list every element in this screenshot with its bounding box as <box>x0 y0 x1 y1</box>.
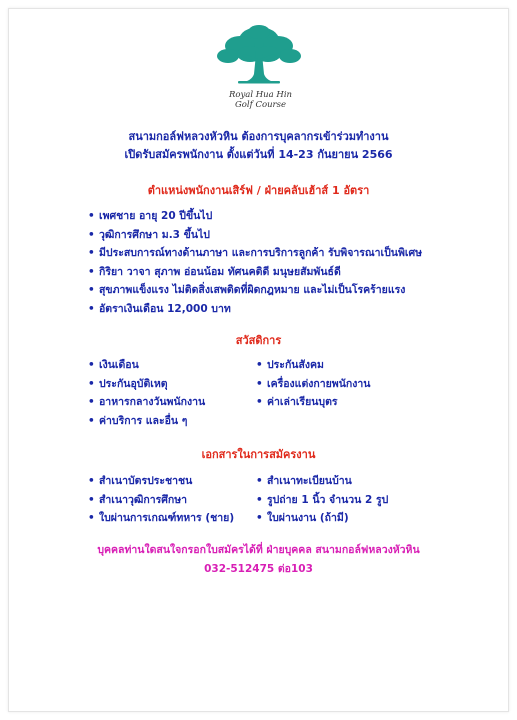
heading-line-2: เปิดรับสมัครพนักงาน ตั้งแต่วันที่ 14-23 กันยายน 2566 <box>124 148 393 161</box>
list-item: • ประกันอุบัติเหตุ <box>88 375 205 394</box>
list-item: • สุขภาพแข็งแรง ไม่ติดสิ่งเสพติดที่ผิดกฎหมาย และไม่เป็นโรคร้ายแรง <box>88 281 422 300</box>
list-item: • กิริยา วาจา สุภาพ อ่อนน้อม ทัศนคติดี มนุษยสัมพันธ์ดี <box>88 263 422 282</box>
documents-right <box>256 472 388 528</box>
footer <box>0 541 517 579</box>
footer-phone: 032-512475 ต่อ103 <box>204 563 313 575</box>
footer-contact: บุคคลท่านใดสนใจกรอกใบสมัครได้ที่ ฝ่ายบุคคล สนามกอล์ฟหลวงหัวหิน <box>97 544 420 556</box>
list-item: • รูปถ่าย 1 นิ้ว จำนวน 2 รูป <box>256 491 388 510</box>
list-item: • อาหารกลางวันพนักงาน <box>88 393 205 412</box>
list-item: • อัตราเงินเดือน 12,000 บาท <box>88 300 422 319</box>
position-requirements <box>88 207 422 319</box>
heading <box>0 128 517 164</box>
benefits-title: สวัสดิการ <box>235 334 282 347</box>
list-item: • มีประสบการณ์ทางด้านภาษา และการบริการลูกค้า รับพิจารณาเป็นพิเศษ <box>88 244 422 263</box>
list-item: • สำเนาวุฒิการศึกษา <box>88 491 234 510</box>
list-item: • สำเนาบัตรประชาชน <box>88 472 234 491</box>
benefits-right <box>256 356 370 412</box>
logo-line-2: Golf Course <box>234 100 287 110</box>
list-item: • ค่าบริการ และอื่น ๆ <box>88 412 205 431</box>
list-item: • วุฒิการศึกษา ม.3 ขึ้นไป <box>88 226 422 245</box>
heading-line-1: สนามกอล์ฟหลวงหัวหิน ต้องการบุคลากรเข้าร่วมทำงาน <box>128 130 389 143</box>
logo-line-1: Royal Hua Hin <box>228 90 293 100</box>
list-item: • เครื่องแต่งกายพนักงาน <box>256 375 370 394</box>
tree-icon <box>216 24 302 90</box>
list-item: • ใบผ่านการเกณฑ์ทหาร (ชาย) <box>88 509 234 528</box>
list-item: • เพศชาย อายุ 20 ปีขึ้นไป <box>88 207 422 226</box>
logo <box>0 24 517 110</box>
documents-left <box>88 472 234 528</box>
documents-title: เอกสารในการสมัครงาน <box>201 448 316 461</box>
list-item: • ประกันสังคม <box>256 356 370 375</box>
position-title: ตำแหน่งพนักงานเสิร์ฟ / ฝ่ายคลับเฮ้าส์ 1 อัตรา <box>147 184 370 197</box>
list-item: • ค่าเล่าเรียนบุตร <box>256 393 370 412</box>
list-item: • ใบผ่านงาน (ถ้ามี) <box>256 509 388 528</box>
list-item: • เงินเดือน <box>88 356 205 375</box>
list-item: • สำเนาทะเบียนบ้าน <box>256 472 388 491</box>
benefits-left <box>88 356 205 431</box>
